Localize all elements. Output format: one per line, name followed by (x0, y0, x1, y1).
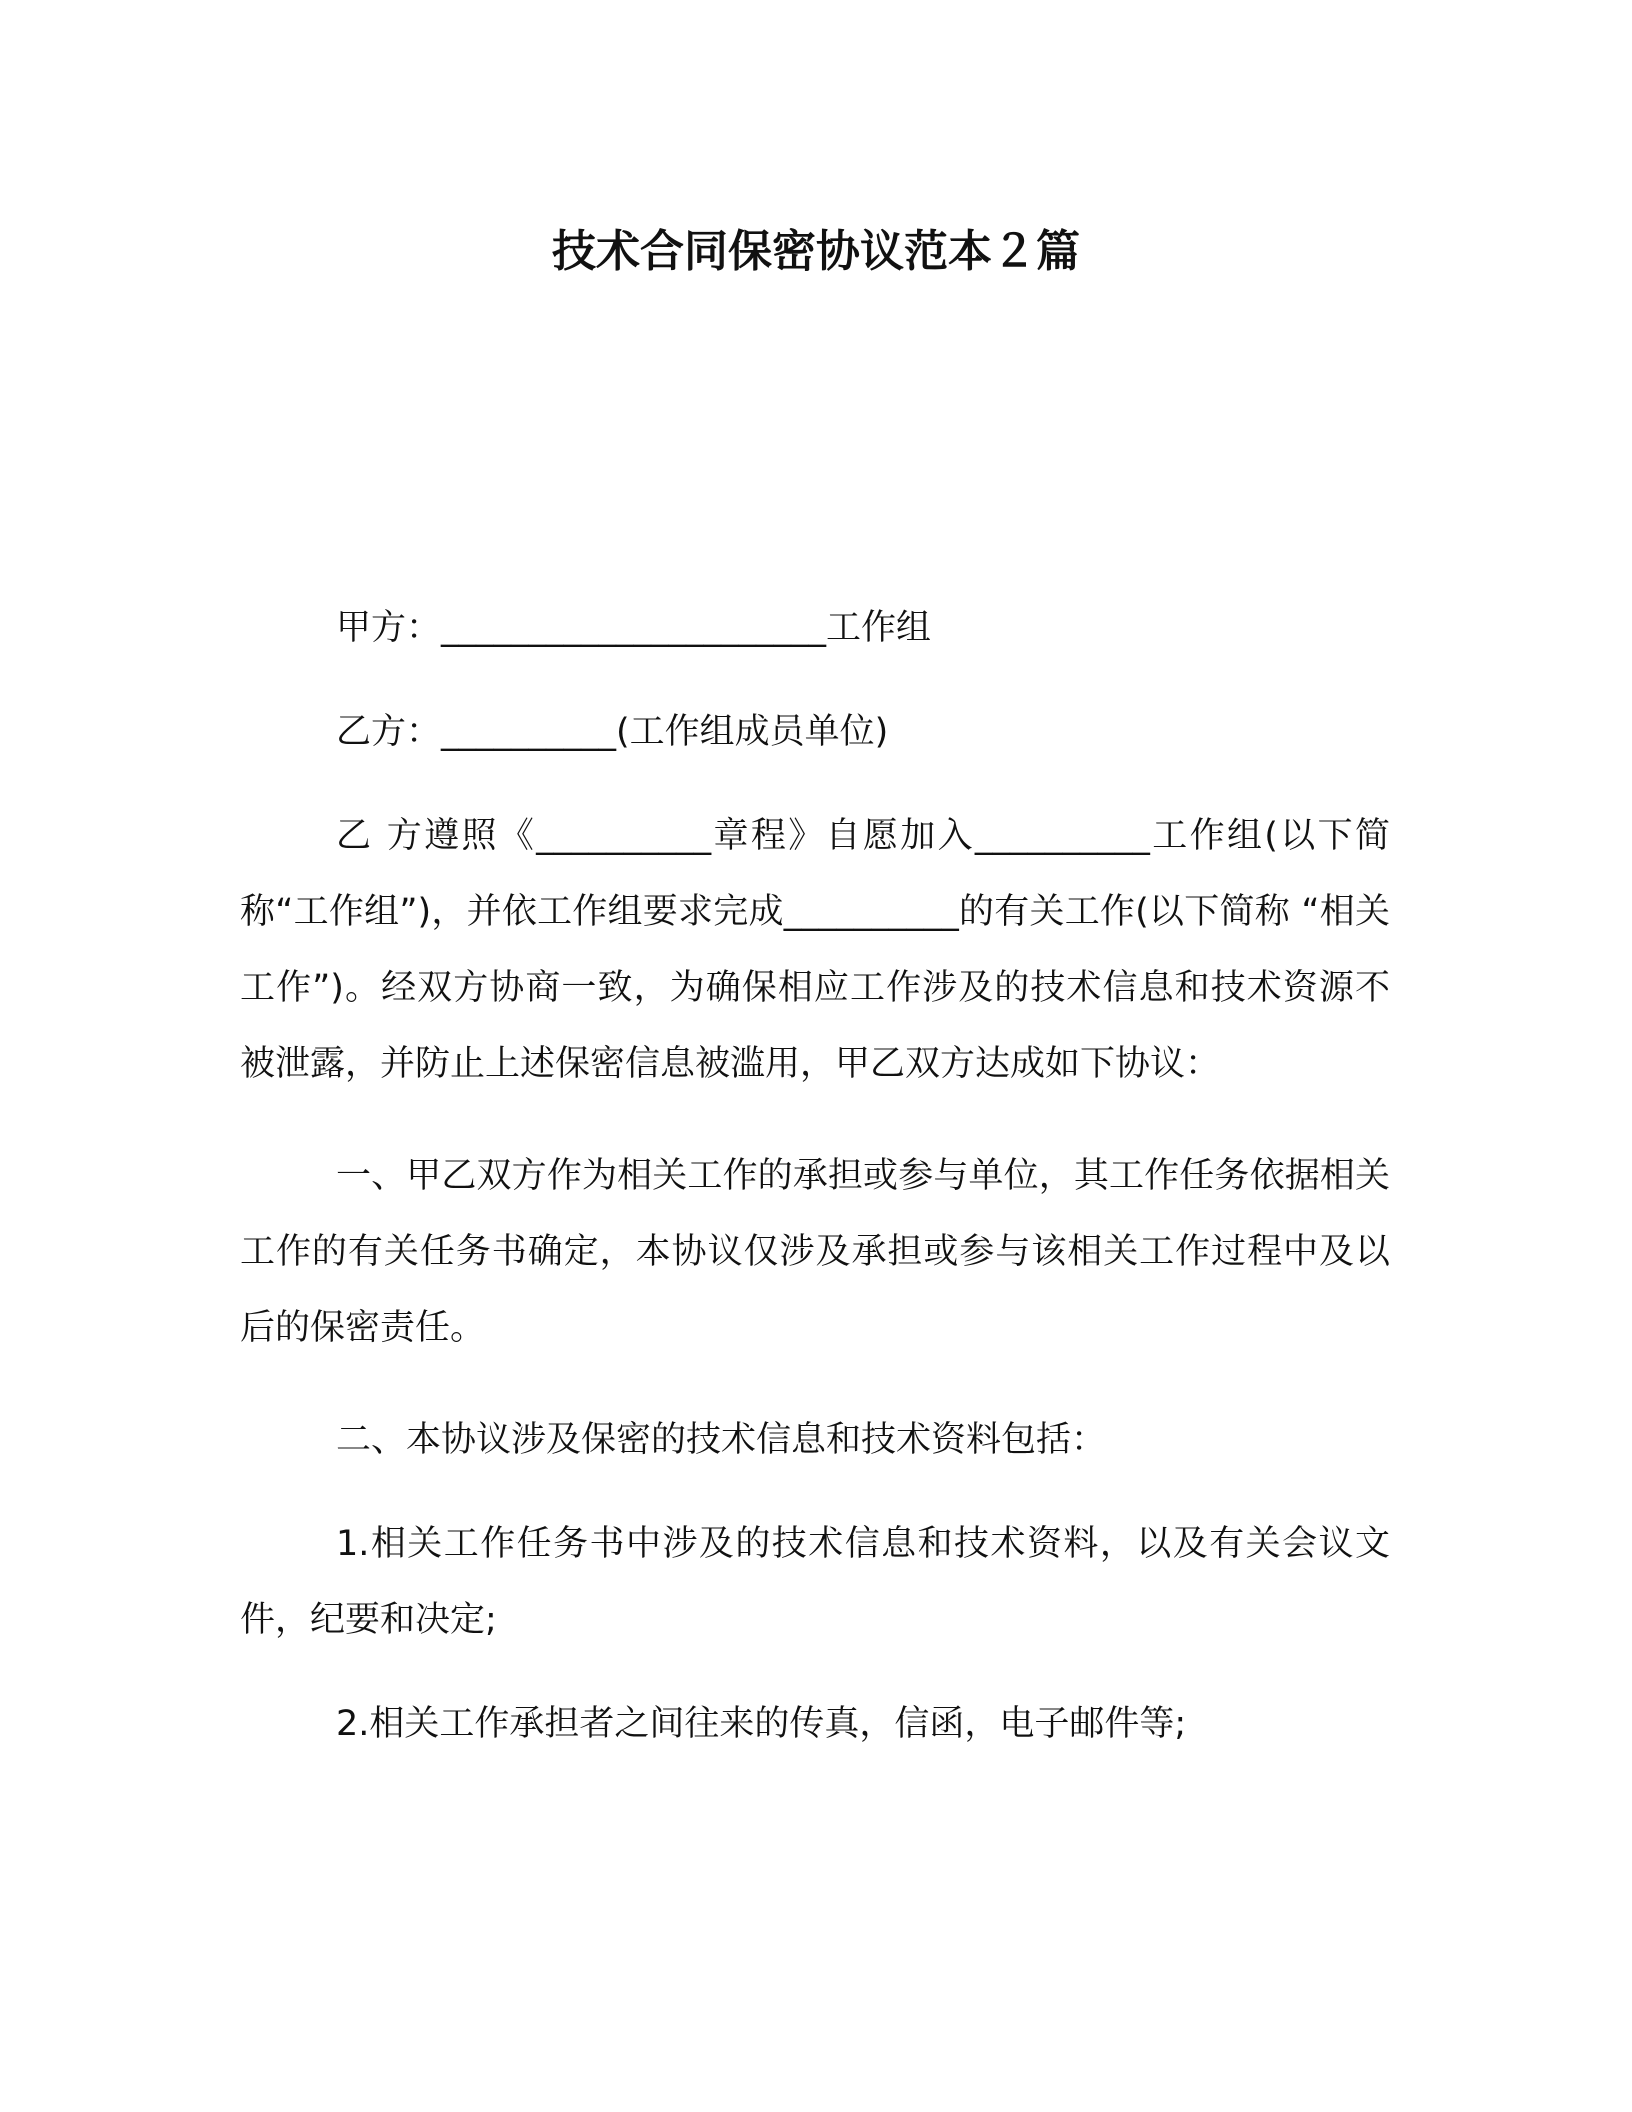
clause-two-paragraph: 二、本协议涉及保密的技术信息和技术资料包括： (336, 1420, 1107, 1460)
preamble-paragraph: 乙 方遵照《__________章程》自愿加入__________工作组(以下简称“工作组”)，并依工作组要求完成__________的有关工作(以下简称 “相关工作”)。经双方协商一致，为确保相应工作涉及的技术信息和技术资源不被泄露，并防止上述保密信息被滥用，甲乙双方达成如下协议： (240, 816, 1390, 1084)
party-a-line: 甲方：______________________工作组 (336, 608, 932, 648)
clause-two-item-1: 1.相关工作任务书中涉及的技术信息和技术资料，以及有关会议文件，纪要和决定; (240, 1524, 1390, 1640)
clause-two-item-2: 2.相关工作承担者之间往来的传真，信函，电子邮件等; (336, 1704, 1187, 1744)
document-body (240, 590, 1390, 1762)
document-title: 技术合同保密协议范本２篇 (552, 226, 1080, 277)
party-b-line: 乙方：__________(工作组成员单位) (336, 712, 889, 752)
clause-one-paragraph: 一、甲乙双方作为相关工作的承担或参与单位，其工作任务依据相关工作的有关任务书确定，本协议仅涉及承担或参与该相关工作过程中及以后的保密责任。 (240, 1156, 1390, 1348)
